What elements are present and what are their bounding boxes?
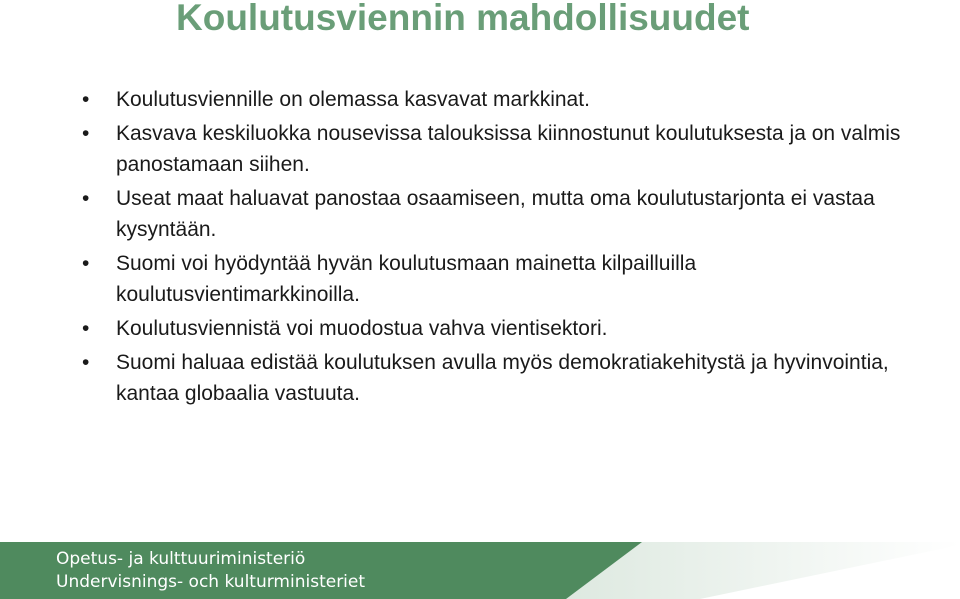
slide-title: Koulutusviennin mahdollisuudet xyxy=(176,0,750,38)
bullet-marker: • xyxy=(82,351,90,374)
bullet-marker: • xyxy=(82,252,90,275)
bullet-text: Koulutusviennille on olemassa kasvavat markkinat. xyxy=(116,88,590,111)
ministry-name-finnish: Opetus- ja kulttuuriministeriö xyxy=(56,549,306,569)
bullet-text: Kasvava keskiluokka nousevissa talouksissa kiinnostunut koulutuksesta ja on valmis panostamaan siihen. xyxy=(116,122,901,176)
ministry-footer-band xyxy=(0,542,960,599)
bullet-marker: • xyxy=(82,88,90,111)
bullet-item xyxy=(82,248,916,310)
bullet-marker: • xyxy=(82,187,90,210)
bullet-text: Suomi voi hyödyntää hyvän koulutusmaan mainetta kilpailluilla koulutusvientimarkkinoilla. xyxy=(116,252,697,306)
bullet-item xyxy=(82,183,916,245)
bullet-text: Useat maat haluavat panostaa osaamiseen, mutta oma koulutustarjonta ei vastaa kysyntään. xyxy=(116,187,875,241)
bullet-marker: • xyxy=(82,317,90,340)
bullet-list xyxy=(82,84,916,412)
bullet-item xyxy=(82,118,916,180)
bullet-marker: • xyxy=(82,122,90,145)
ministry-name-swedish: Undervisnings- och kulturministeriet xyxy=(56,572,366,592)
bullet-text: Suomi haluaa edistää koulutuksen avulla myös demokratiakehitystä ja hyvinvointia, kantaa globaalia vastuuta. xyxy=(116,351,889,405)
bullet-item xyxy=(82,84,916,115)
bullet-item xyxy=(82,347,916,409)
bullet-text: Koulutusviennistä voi muodostua vahva vientisektori. xyxy=(116,317,608,340)
bullet-item xyxy=(82,313,916,344)
